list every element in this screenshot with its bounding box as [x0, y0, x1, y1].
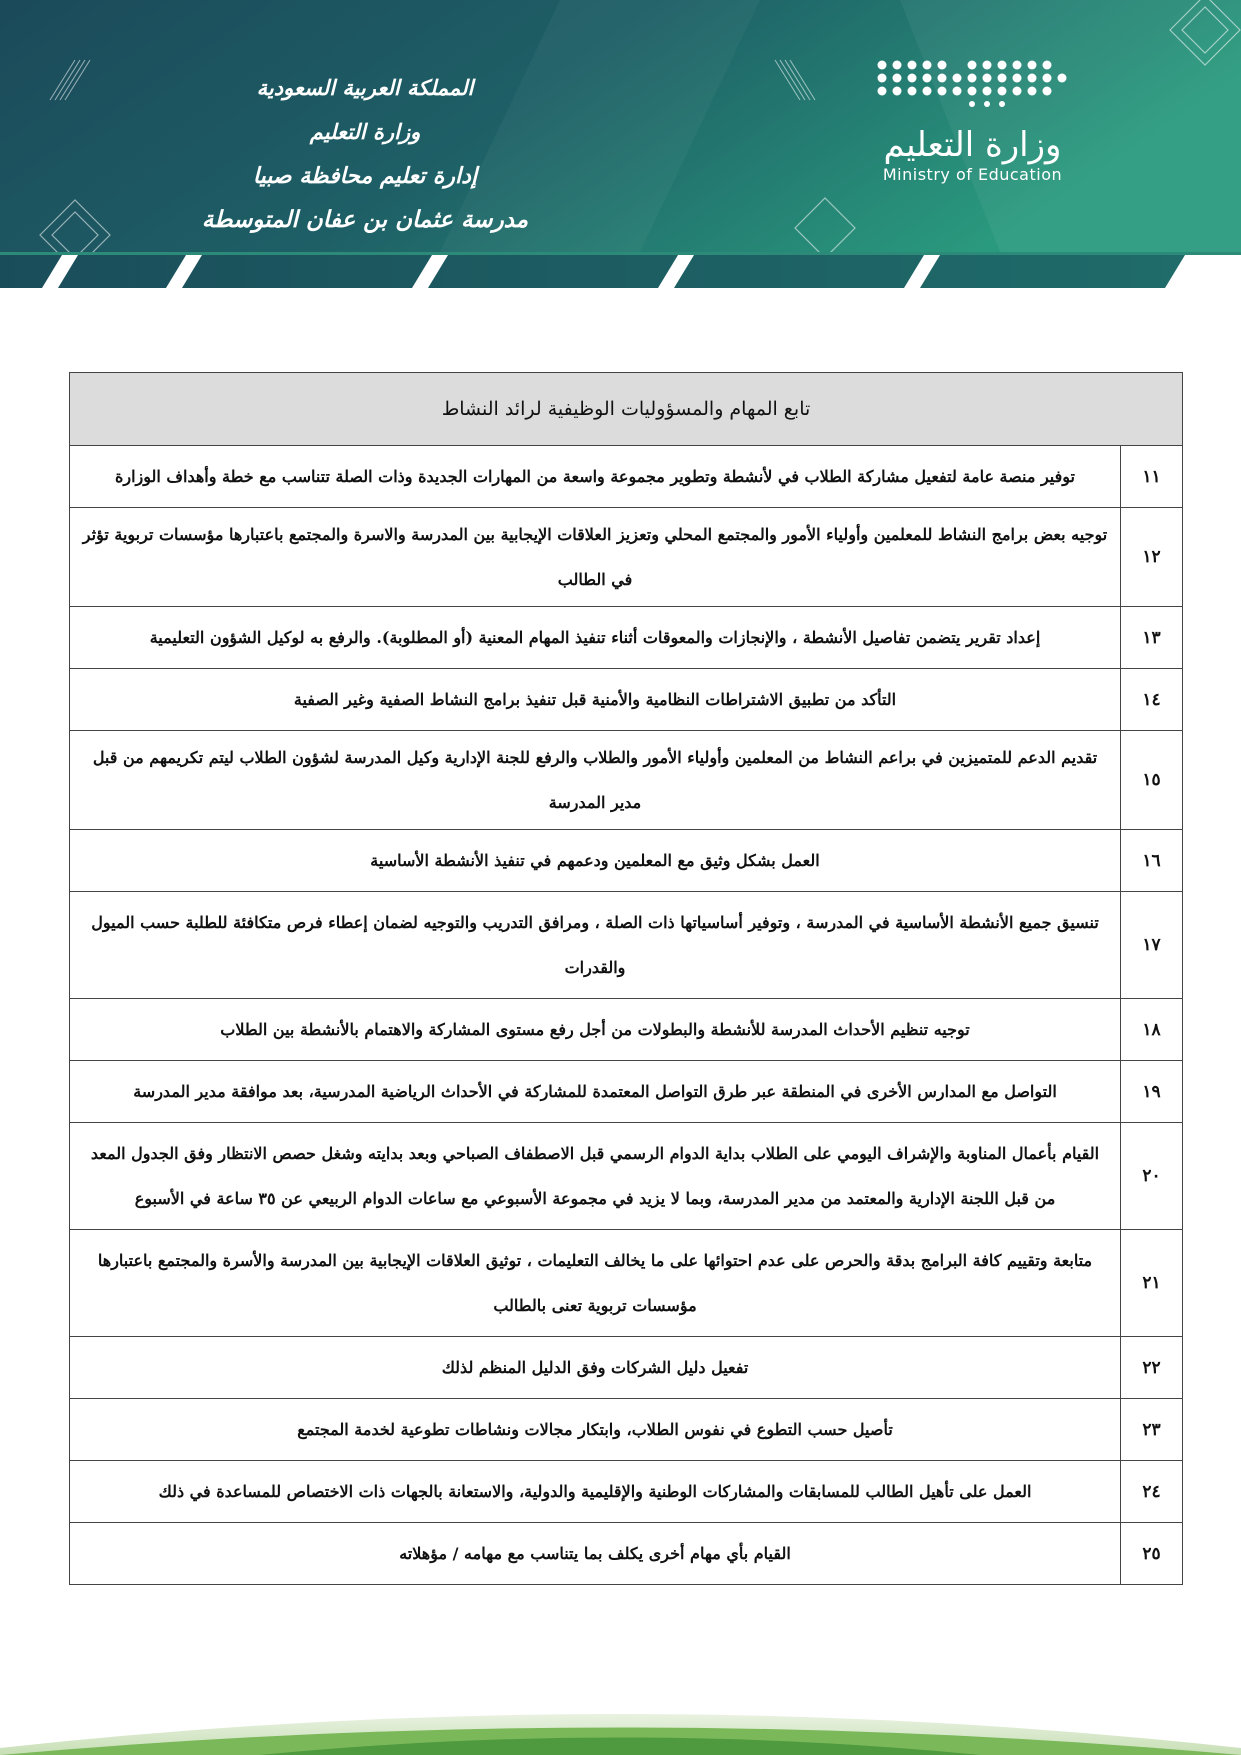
row-number: ٢٢ — [1121, 1337, 1183, 1399]
logo-dot — [1013, 61, 1022, 70]
table-row — [70, 1123, 1183, 1230]
logo-arabic-text: وزارة التعليم — [883, 125, 1062, 165]
logo-dot — [983, 87, 992, 96]
logo-dot — [938, 74, 947, 83]
row-number: ١٥ — [1121, 731, 1183, 830]
row-task: التواصل مع المدارس الأخرى في المنطقة عبر طرق التواصل المعتمدة للمشاركة في الأحداث الرياضية المدرسية، بعد موافقة مدير المدرسة — [70, 1061, 1121, 1123]
logo-dot — [1028, 74, 1037, 83]
row-task: تأصيل حسب التطوع في نفوس الطلاب، وابتكار مجالات ونشاطات تطوعية لخدمة المجتمع — [70, 1399, 1121, 1461]
logo-dot — [893, 87, 902, 96]
row-number: ٢٠ — [1121, 1123, 1183, 1230]
table-row — [70, 1461, 1183, 1523]
table-title: تابع المهام والمسؤوليات الوظيفية لرائد النشاط — [70, 373, 1183, 446]
table-row — [70, 446, 1183, 508]
logo-dot — [968, 87, 977, 96]
logo-dot — [983, 74, 992, 83]
logo-dot — [999, 101, 1005, 107]
logo-dot — [968, 61, 977, 70]
row-number: ١٩ — [1121, 1061, 1183, 1123]
table-row — [70, 1337, 1183, 1399]
government-heading — [150, 66, 580, 242]
logo-dot — [908, 74, 917, 83]
row-task: التأكد من تطبيق الاشتراطات النظامية والأمنية قبل تنفيذ برامج النشاط الصفية وغير الصفية — [70, 669, 1121, 731]
logo-english-text: Ministry of Education — [882, 165, 1063, 184]
table-row — [70, 999, 1183, 1061]
logo-dot — [923, 61, 932, 70]
education-department: إدارة تعليم محافظة صبيا — [252, 163, 478, 189]
logo-dot — [998, 74, 1007, 83]
logo-dot — [1013, 87, 1022, 96]
kingdom-name: المملكة العربية السعودية — [256, 75, 474, 100]
logo-dot — [893, 74, 902, 83]
logo-dot — [998, 87, 1007, 96]
logo-dot — [1058, 74, 1067, 83]
row-number: ١٦ — [1121, 830, 1183, 892]
logo-dot — [1028, 87, 1037, 96]
logo-dot — [1043, 74, 1052, 83]
table-row — [70, 1523, 1183, 1585]
logo-dot — [998, 61, 1007, 70]
logo-dot — [1043, 87, 1052, 96]
logo-dot — [923, 87, 932, 96]
school-name: مدرسة عثمان بن عفان المتوسطة — [201, 206, 529, 233]
logo-dot — [893, 61, 902, 70]
logo-dot — [969, 101, 975, 107]
logo-dot — [1028, 61, 1037, 70]
row-number: ١٧ — [1121, 892, 1183, 999]
table-row — [70, 830, 1183, 892]
row-number: ١٤ — [1121, 669, 1183, 731]
row-number: ١٨ — [1121, 999, 1183, 1061]
logo-dot — [908, 61, 917, 70]
row-number: ١٢ — [1121, 508, 1183, 607]
row-number: ١٣ — [1121, 607, 1183, 669]
duties-table — [69, 372, 1183, 1585]
row-task: القيام بأي مهام أخرى يكلف بما يتناسب مع مهامه / مؤهلاته — [70, 1523, 1121, 1585]
footer-decoration — [0, 1690, 1241, 1755]
row-task: توفير منصة عامة لتفعيل مشاركة الطلاب في لأنشطة وتطوير مجموعة واسعة من المهارات الجديدة وذات الصلة تتناسب مع خطة وأهداف الوزارة — [70, 446, 1121, 508]
logo-dot — [878, 74, 887, 83]
logo-dot — [938, 87, 947, 96]
logo-dot — [953, 87, 962, 96]
logo-dot — [923, 74, 932, 83]
footer-wave — [0, 1690, 1241, 1755]
logo-dot — [1043, 61, 1052, 70]
row-task: القيام بأعمال المناوبة والإشراف اليومي على الطلاب بداية الدوام الرسمي قبل الاصطفاف الصباحي وبعد بدايته وشغل حصص الانتظار وفق الجدول المعد من قبل اللجنة الإدارية والمعتمد من مدير المدرسة، وبما لا يزيد في مجموعة الأسبوعي مع ساعات الدوام الربيعي عن ٣٥ ساعة في الأسبوع — [70, 1123, 1121, 1230]
logo-dot — [938, 61, 947, 70]
table-row — [70, 731, 1183, 830]
row-task: تفعيل دليل الشركات وفق الدليل المنظم لذلك — [70, 1337, 1121, 1399]
logo-dot — [878, 61, 887, 70]
row-task: إعداد تقرير يتضمن تفاصيل الأنشطة ، والإنجازات والمعوقات أثناء تنفيذ المهام المعنية (أو المطلوبة). والرفع به لوكيل الشؤون التعليمية — [70, 607, 1121, 669]
row-task: متابعة وتقييم كافة البرامج بدقة والحرص على عدم احتوائها على ما يخالف التعليمات ، توثيق العلاقات الإيجابية بين المدرسة والأسرة والمجتمع باعتبارها مؤسسات تربوية تعنى بالطالب — [70, 1230, 1121, 1337]
table-row — [70, 508, 1183, 607]
row-number: ٢٤ — [1121, 1461, 1183, 1523]
logo-dot — [983, 61, 992, 70]
logo-dots-icon — [870, 55, 1075, 125]
ministry-logo — [870, 55, 1180, 195]
table-row — [70, 1230, 1183, 1337]
logo-dot — [953, 74, 962, 83]
row-task: توجيه تنظيم الأحداث المدرسة للأنشطة والبطولات من أجل رفع مستوى المشاركة والاهتمام بالأنشطة بين الطلاب — [70, 999, 1121, 1061]
row-task: العمل على تأهيل الطالب للمسابقات والمشاركات الوطنية والإقليمية والدولية، والاستعانة بالجهات ذات الاختصاص للمساعدة في ذلك — [70, 1461, 1121, 1523]
logo-dot — [1013, 74, 1022, 83]
row-number: ٢٥ — [1121, 1523, 1183, 1585]
row-task: تنسيق جميع الأنشطة الأساسية في المدرسة ، وتوفير أساسياتها ذات الصلة ، ومرافق التدريب والتوجيه لضمان إعطاء فرص متكافئة للطلبة حسب الميول والقدرات — [70, 892, 1121, 999]
table-row — [70, 1399, 1183, 1461]
row-task: توجيه بعض برامج النشاط للمعلمين وأولياء الأمور والمجتمع المحلي وتعزيز العلاقات الإيجابية بين المدرسة والاسرة والمجتمع باعتبارها مؤسسات تربوية تؤثر في الطالب — [70, 508, 1121, 607]
row-number: ٢٣ — [1121, 1399, 1183, 1461]
row-number: ٢١ — [1121, 1230, 1183, 1337]
logo-dot — [968, 74, 977, 83]
duties-table-container — [69, 372, 1183, 1585]
ministry-name: وزارة التعليم — [309, 119, 421, 144]
logo-dot — [878, 87, 887, 96]
logo-dot — [984, 101, 990, 107]
row-task: العمل بشكل وثيق مع المعلمين ودعمهم في تنفيذ الأنشطة الأساسية — [70, 830, 1121, 892]
table-row — [70, 607, 1183, 669]
logo-dot — [908, 87, 917, 96]
table-row — [70, 892, 1183, 999]
row-number: ١١ — [1121, 446, 1183, 508]
header-banner — [0, 0, 1241, 290]
row-task: تقديم الدعم للمتميزين في براعم النشاط من المعلمين وأولياء الأمور والطلاب والرفع للجنة الإدارية وكيل المدرسة لشؤون الطلاب ليتم تكريمهم من قبل مدير المدرسة — [70, 731, 1121, 830]
table-row — [70, 1061, 1183, 1123]
table-row — [70, 669, 1183, 731]
